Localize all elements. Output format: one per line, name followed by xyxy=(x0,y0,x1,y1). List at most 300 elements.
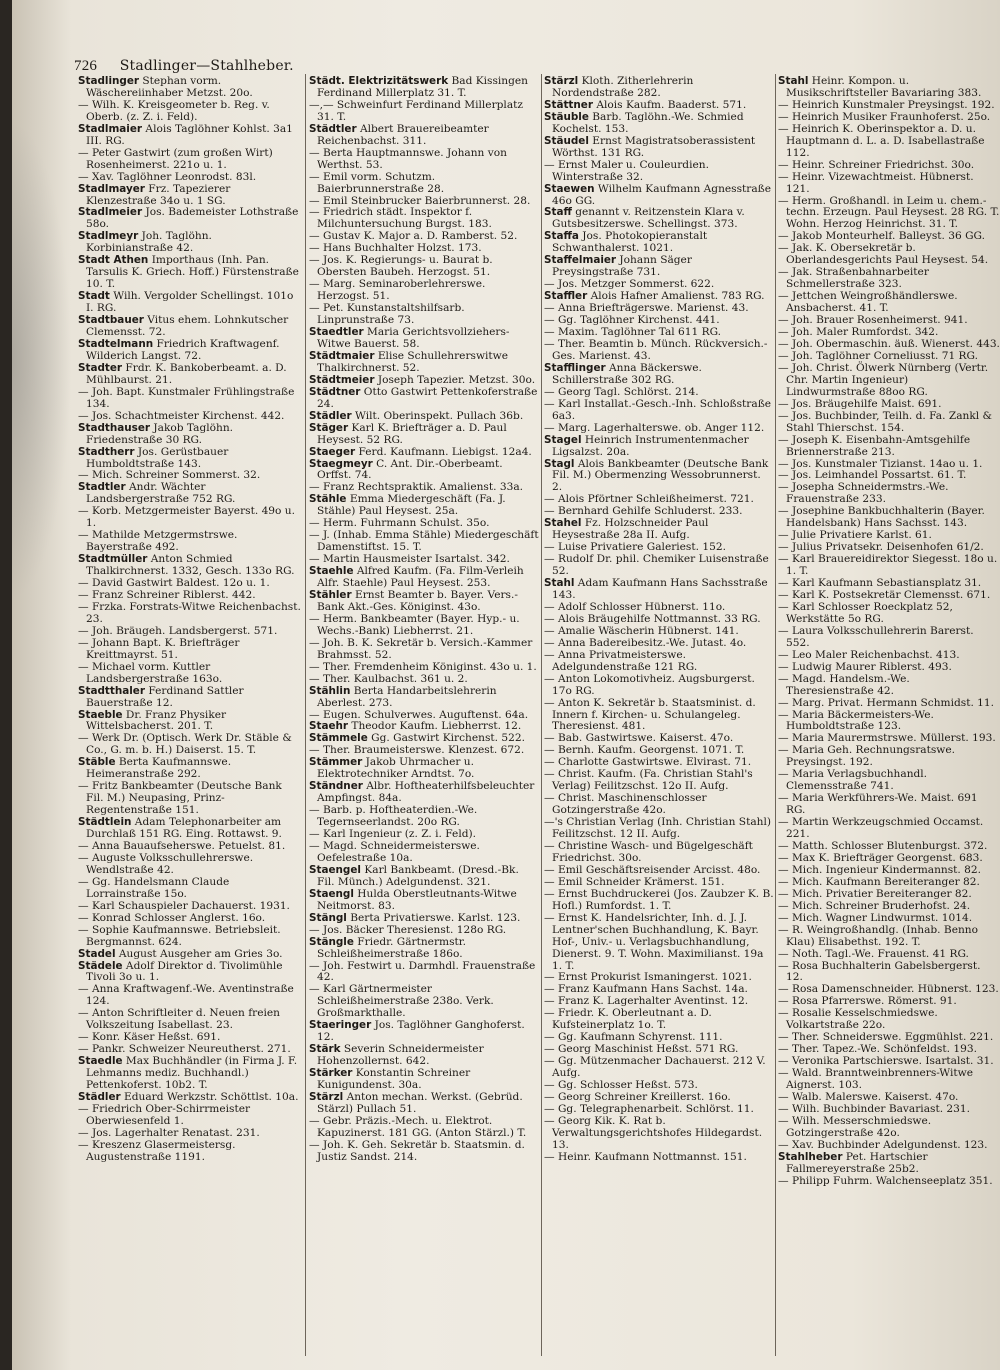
directory-entry xyxy=(309,459,539,483)
entry-surname: Städtlein xyxy=(78,816,132,829)
entry-text: — Ernst Maler u. Couleurdien. Winterstraße 32. xyxy=(544,158,709,183)
entry-surname: Ständner xyxy=(309,780,363,793)
entry-text: — Wilh. Buchbinder Bavariast. 231. xyxy=(778,1102,971,1115)
entry-text: Gg. Gastwirt Kirchenst. 522. xyxy=(367,732,525,745)
entry-text: Eduard Werkzstr. Schöttlst. 10a. xyxy=(120,1091,299,1104)
directory-entry xyxy=(78,1056,302,1092)
entry-text: — Karl K. Postsekretär Clemensst. 671. xyxy=(778,588,991,601)
entry-text: Vitus ehem. Lohnkutscher Clemensst. 72. xyxy=(86,314,289,339)
entry-surname: Staewen xyxy=(544,182,595,195)
directory-entry xyxy=(544,793,774,817)
entry-text: — Heinrich Musiker Fraunhoferst. 25o. xyxy=(778,110,991,123)
entry-surname: Stahl xyxy=(778,76,809,87)
directory-entry xyxy=(309,1092,539,1116)
entry-surname: Stadlmaier xyxy=(78,122,143,135)
entry-text: Ferd. Kaufmann. Liebigst. 12a4. xyxy=(355,445,532,458)
entry-text: — Eugen. Schulverwes. Auguftenst. 64a. xyxy=(309,708,529,721)
entry-text: — Laura Volksschullehrerin Barerst. 552. xyxy=(778,624,974,649)
entry-text: Adam Kaufmann Hans Sachsstraße 143. xyxy=(552,577,768,601)
entry-text: Barb. Taglöhn.-We. Schmied Kochelst. 153. xyxy=(552,110,744,135)
directory-entry xyxy=(78,961,302,985)
entry-surname: Stadlmayer xyxy=(78,182,145,195)
directory-entry xyxy=(544,1116,774,1152)
directory-entry xyxy=(544,518,774,542)
entry-text: — Christine Wasch- und Bügelgeschäft Friedrichst. 30o. xyxy=(544,840,753,864)
entry-surname: Stahel xyxy=(544,517,582,530)
entry-text: — J. (Inhab. Emma Stähle) Miedergeschäft Damenstiftst. 15. T. xyxy=(309,529,539,554)
directory-entry xyxy=(544,554,774,578)
directory-entry xyxy=(78,853,302,877)
directory-entry xyxy=(78,423,302,447)
entry-text: — Pet. Kunstanstaltshilfsarb. Linprunstraße 73. xyxy=(309,302,465,327)
entry-text: Emma Miedergeschäft (Fa. J. Stähle) Paul Heysest. 25a. xyxy=(317,493,506,518)
entry-text: — Franz Schreiner Riblerst. 442. xyxy=(78,588,256,601)
directory-entry xyxy=(78,184,302,208)
entry-text: — Pankr. Schweizer Neureutherst. 271. xyxy=(78,1043,291,1056)
entry-text: —'s Christian Verlag (Inh. Christian Stahl) Feilitzschst. 12 II. Aufg. xyxy=(544,816,771,841)
entry-text: — Joh. K. Geh. Sekretär b. Staatsmin. d. Justiz Sandst. 214. xyxy=(309,1138,525,1163)
entry-text: Andr. Wächter Landsbergerstraße 752 RG. xyxy=(86,481,236,506)
entry-text: — Josepha Schneidermstrs.-We. Frauenstraße 233. xyxy=(778,481,949,506)
entry-surname: Stahl xyxy=(544,577,575,590)
directory-entry xyxy=(544,698,774,734)
entry-text: — Anton K. Sekretär b. Staatsminist. d. Innern f. Kirchen- u. Schulangeleg. Theresienst. 481. xyxy=(544,696,756,733)
directory-entry xyxy=(78,554,302,578)
directory-entry xyxy=(778,626,1000,650)
entry-text: Alois Kaufm. Baaderst. 571. xyxy=(592,98,747,111)
directory-entry xyxy=(544,160,774,184)
entry-surname: Stäudel xyxy=(544,134,589,147)
directory-entry xyxy=(778,710,1000,734)
entry-text: — Kreszenz Glasermeistersg. Augustenstraße 1191. xyxy=(78,1138,236,1163)
entry-text: — Wald. Branntweinbrenners-Witwe Aignerst. 103. xyxy=(778,1067,973,1092)
entry-text: — Barb. p. Hoftheaterdien.-We. Tegernseerlandst. 20o RG. xyxy=(309,804,478,829)
directory-entry xyxy=(544,769,774,793)
directory-entry xyxy=(544,817,774,841)
entry-text: — Herm. Fuhrmann Schulst. 35o. xyxy=(309,517,490,530)
entry-text: Stephan vorm. Wäschereiinhaber Metzst. 20o. xyxy=(86,76,253,99)
directory-entry xyxy=(778,1116,1000,1140)
entry-text: — David Gastwirt Baldest. 12o u. 1. xyxy=(78,577,270,590)
entry-text: — Anton Schriftleiter d. Neuen freien Volkszeitung Isabellast. 23. xyxy=(78,1007,280,1032)
entry-text: — Karl Installat.-Gesch.-Inh. Schloßstraße 6a3. xyxy=(544,397,772,422)
directory-entry xyxy=(309,865,539,889)
directory-entry xyxy=(544,399,774,423)
entry-text: — Jos. Buchbinder, Teilh. d. Fa. Zankl & Stahl Thierschst. 154. xyxy=(778,409,992,434)
page-number: 726 xyxy=(74,58,98,74)
directory-entry xyxy=(778,769,1000,793)
directory-entry xyxy=(309,279,539,303)
column-divider xyxy=(775,74,776,1356)
entry-text: genannt v. Reitzenstein Klara v. Gutsbesitzerswe. Schellingst. 373. xyxy=(552,206,745,231)
entry-text: — Xav. Taglöhner Leonrodst. 83l. xyxy=(78,170,257,183)
entry-text: — Ther. Tapez.-We. Schönfeldst. 193. xyxy=(778,1043,977,1056)
entry-text: Bad Kissingen Ferdinand Millerplatz 31. T. xyxy=(317,76,529,99)
directory-entry xyxy=(544,76,774,100)
entry-text: — Charlotte Gastwirtswe. Elvirast. 71. xyxy=(544,756,752,769)
entry-text: Theodor Kaufm. Liebherrst. 12. xyxy=(348,720,522,733)
entry-text: — Franz Kaufmann Hans Sachst. 14a. xyxy=(544,983,748,996)
entry-text: Ernst Beamter b. Bayer. Vers.-Bank Akt.-Ges. Königinst. 43o. xyxy=(317,588,518,613)
directory-entry xyxy=(778,925,1000,949)
column-divider xyxy=(541,74,542,1356)
entry-text: — Joh. Maler Rumfordst. 342. xyxy=(778,326,939,339)
entry-text: — Josephine Bankbuchhalterin (Bayer. Handelsbank) Hans Sachsst. 143. xyxy=(778,505,985,530)
entry-text: — Johann Bapt. K. Briefträger Kreittmayrst. 51. xyxy=(78,636,240,661)
directory-entry xyxy=(778,76,1000,100)
directory-entry xyxy=(78,506,302,530)
entry-text: — Rudolf Dr. phil. Chemiker Luisenstraße 52. xyxy=(544,553,769,578)
directory-entry xyxy=(309,686,539,710)
entry-surname: Stadt xyxy=(78,290,110,303)
entry-text: — Georg Kik. K. Rat b. Verwaltungsgerichtshofes Hildegardst. 13. xyxy=(544,1114,763,1151)
directory-entry xyxy=(78,710,302,734)
directory-entry xyxy=(78,148,302,172)
directory-entry xyxy=(778,745,1000,769)
directory-entry xyxy=(309,530,539,554)
entry-text: — Matth. Schlosser Blutenburgst. 372. xyxy=(778,840,988,852)
entry-text: — Bab. Gastwirtswe. Kaiserst. 47o. xyxy=(544,732,734,745)
entry-text: Joh. Taglöhn. Korbinianstraße 42. xyxy=(86,230,212,255)
entry-text: — Emil Schneider Krämerst. 151. xyxy=(544,875,725,888)
directory-entry xyxy=(309,961,539,985)
entry-text: Anna Bäckerswe. Schillerstraße 302 RG. xyxy=(552,361,702,386)
directory-entry xyxy=(78,124,302,148)
entry-text: Joseph Tapezier. Metzst. 30o. xyxy=(374,373,536,386)
entry-surname: Stadter xyxy=(78,361,123,374)
directory-entry xyxy=(309,494,539,518)
directory-entry xyxy=(78,1008,302,1032)
entry-text: — Ludwig Maurer Riblerst. 493. xyxy=(778,660,952,673)
entry-text: — Karl Schlosser Roeckplatz 52, Werkstätte 5o RG. xyxy=(778,600,953,625)
entry-text: — Jak. Straßenbahnarbeiter Schmellerstraße 323. xyxy=(778,266,929,291)
entry-text: — Martin Hausmeister Isartalst. 342. xyxy=(309,553,510,566)
entry-text: — Berta Hauptmannswe. Johann von Werthst. 53. xyxy=(309,146,507,171)
directory-entry xyxy=(544,231,774,255)
entry-text: —,— Schweinfurt Ferdinand Millerplatz 31. T. xyxy=(309,98,523,123)
running-head: Stadlinger—Stahlheber. xyxy=(119,58,294,74)
directory-entry xyxy=(778,1176,1000,1188)
entry-text: — Sophie Kaufmannswe. Betriebsleit. Bergmannst. 624. xyxy=(78,923,281,948)
entry-text: Frz. Tapezierer Klenzestraße 34o u. 1 SG. xyxy=(86,182,231,207)
directory-entry xyxy=(78,781,302,817)
directory-entry xyxy=(309,76,539,100)
entry-text: — Mathilde Metzgermstrswe. Bayerstraße 492. xyxy=(78,529,238,554)
entry-text: Wilh. Vergolder Schellingst. 101o I. RG. xyxy=(86,290,294,315)
entry-text: Adolf Direktor d. Tivolimühle Tivoli 3o u. 1. xyxy=(86,959,283,984)
entry-text: — Gg. Handelsmann Claude Lorrainstraße 15o. xyxy=(78,875,230,900)
directory-entry xyxy=(778,506,1000,530)
directory-entry xyxy=(778,291,1000,315)
entry-text: — Anna Badereibesitz.-We. Jutast. 4o. xyxy=(544,636,747,649)
entry-text: Frdr. K. Bankoberbeamt. a. D. Mühlbaurst. 21. xyxy=(86,361,287,386)
entry-text: Adam Telephonarbeiter am Durchlaß 151 RG. Eing. Rottawst. 9. xyxy=(86,816,282,841)
entry-text: Konstantin Schreiner Kunigundenst. 30a. xyxy=(317,1067,471,1092)
entry-text: — Jos. K. Regierungs- u. Baurat b. Obersten Baubeh. Herzogst. 51. xyxy=(309,254,493,279)
entry-surname: Staff xyxy=(544,206,572,219)
entry-text: Friedrich Kraftwagenf. Wilderich Langst. 72. xyxy=(86,337,280,362)
entry-text: — Mich. Schreiner Sommerst. 32. xyxy=(78,469,261,482)
directory-entry xyxy=(309,1068,539,1092)
directory-entry xyxy=(544,889,774,913)
directory-entry xyxy=(544,184,774,208)
entry-text: — Christ. Kaufm. (Fa. Christian Stahl's Verlag) Feilitzschst. 12o II. Aufg. xyxy=(544,768,753,793)
entry-surname: Stadlinger xyxy=(78,76,140,87)
directory-entry xyxy=(309,255,539,279)
directory-entry xyxy=(309,937,539,961)
entry-text: — Joh. Brauer Rosenheimerst. 941. xyxy=(778,314,968,327)
entry-surname: Staegmeyr xyxy=(309,457,373,470)
entry-surname: Stämmer xyxy=(309,756,363,769)
directory-entry xyxy=(778,124,1000,160)
directory-entry xyxy=(78,207,302,231)
entry-text: — Mich. Schreiner Bruderhofst. 24. xyxy=(778,899,971,912)
entry-text: — Joh. Bräugeh. Landsbergerst. 571. xyxy=(78,624,278,637)
entry-text: — Heinr. Schreiner Friedrichst. 30o. xyxy=(778,158,975,171)
entry-text: Albert Brauereibeamter Reichenbachst. 311. xyxy=(317,122,489,147)
entry-text: — Franz K. Lagerhalter Aventinst. 12. xyxy=(544,995,749,1008)
directory-entry xyxy=(778,435,1000,459)
entry-text: August Ausgeher am Gries 3o. xyxy=(115,947,283,960)
directory-entry xyxy=(778,817,1000,841)
directory-entry xyxy=(778,554,1000,578)
entry-text: Ferdinand Sattler Bauerstraße 12. xyxy=(86,684,244,709)
entry-text: — Frzka. Forstrats-Witwe Reichenbachst. 23. xyxy=(78,600,301,625)
entry-surname: Stäble xyxy=(78,756,116,769)
entry-surname: Stäuble xyxy=(544,110,589,123)
entry-text: Alois Taglöhner Kohlst. 3a1 III. RG. xyxy=(86,122,293,147)
entry-text: — Georg Maschinist Heßst. 571 RG. xyxy=(544,1043,739,1056)
entry-text: — Auguste Volksschullehrerswe. Wendlstraße 42. xyxy=(78,851,254,876)
entry-surname: Städt. Elektrizitätswerk xyxy=(309,76,449,87)
directory-entry xyxy=(78,925,302,949)
directory-entry xyxy=(309,172,539,196)
entry-surname: Staehle xyxy=(309,565,354,578)
entry-text: — Heinr. Kaufmann Nottmannst. 151. xyxy=(544,1150,747,1163)
entry-text: — Maria Werkführers-We. Maist. 691 RG. xyxy=(778,792,978,817)
entry-text: — Hans Buchhalter Holzst. 173. xyxy=(309,242,482,255)
entry-text: — Ther. Fremdenheim Königinst. 43o u. 1. xyxy=(309,660,537,673)
directory-entry xyxy=(78,291,302,315)
directory-entry xyxy=(78,339,302,363)
directory-entry xyxy=(544,363,774,387)
entry-surname: Städtner xyxy=(309,385,361,398)
entry-text: — Maria Verlagsbuchhandl. Clemensstraße 741. xyxy=(778,768,928,793)
entry-surname: Stadtthaler xyxy=(78,684,145,697)
directory-entry xyxy=(544,112,774,136)
entry-text: Dr. Franz Physiker Wittelsbacherst. 201. T. xyxy=(86,708,227,733)
directory-entry xyxy=(78,255,302,291)
entry-surname: Staeble xyxy=(78,708,123,721)
entry-text: — Julius Privatsekr. Deisenhofen 61/2. xyxy=(778,541,984,554)
entry-text: Wilt. Oberinspekt. Pullach 36b. xyxy=(351,409,524,422)
entry-text: — Friedrich städt. Inspektor f. Milchuntersuchung Burgst. 183. xyxy=(309,206,492,231)
directory-entry xyxy=(544,1056,774,1080)
directory-entry xyxy=(78,1140,302,1164)
directory-entry xyxy=(544,459,774,495)
directory-entry xyxy=(544,339,774,363)
entry-surname: Staffelmaier xyxy=(544,254,617,267)
directory-entry xyxy=(78,662,302,686)
entry-text: — Mich. Wagner Lindwurmst. 1014. xyxy=(778,911,973,924)
entry-text: Alois Hafner Amalienst. 783 RG. xyxy=(587,290,765,303)
entry-text: Jakob Taglöhn. Friedenstraße 30 RG. xyxy=(86,421,234,446)
entry-text: Johann Säger Preysingstraße 731. xyxy=(552,254,692,279)
entry-text: — Luise Privatiere Galeriest. 152. xyxy=(544,541,726,554)
entry-surname: Stadthauser xyxy=(78,421,151,434)
entry-text: Jakob Uhrmacher u. Elektrotechniker Arndtst. 7o. xyxy=(317,756,475,781)
entry-text: — Magd. Schneidermeisterswe. Oefelestraße 10a. xyxy=(309,840,480,864)
entry-text: — Jettchen Weingroßhändlerswe. Ansbacherst. 41. T. xyxy=(778,290,958,315)
entry-text: — Heinrich Kunstmaler Preysingst. 192. xyxy=(778,98,995,111)
entry-text: — Anna Bauaufseherswe. Petuelst. 81. xyxy=(78,840,286,852)
entry-text: — Konr. Käser Heßst. 691. xyxy=(78,1031,221,1044)
directory-page xyxy=(12,0,1000,1370)
entry-text: — Joh. B. K. Sekretär b. Versich.-Kammer Brahmsst. 52. xyxy=(309,636,533,661)
entry-text: — Gg. Mützenmacher Dachauerst. 212 V. Aufg. xyxy=(544,1055,766,1080)
entry-text: — Jos. Lagerhalter Renatast. 231. xyxy=(78,1126,260,1139)
entry-text: — Joseph K. Eisenbahn-Amtsgehilfe Briennerstraße 213. xyxy=(778,433,971,458)
directory-entry xyxy=(778,363,1000,399)
entry-text: — Rosa Pfarrerswe. Römerst. 91. xyxy=(778,995,957,1008)
directory-entry xyxy=(778,172,1000,196)
entry-surname: Städtmaier xyxy=(309,349,375,362)
directory-entry xyxy=(544,674,774,698)
directory-entry xyxy=(309,590,539,614)
entry-surname: Stagl xyxy=(544,457,575,470)
directory-entry xyxy=(309,638,539,662)
entry-surname: Stärker xyxy=(309,1067,353,1080)
directory-entry xyxy=(309,303,539,327)
entry-text: — Mich. Ingenieur Kindermannst. 82. xyxy=(778,863,982,876)
entry-surname: Städele xyxy=(78,959,123,972)
directory-entry xyxy=(309,124,539,148)
entry-text: — Ther. Beamtin b. Münch. Rückversich.-Ges. Marienst. 43. xyxy=(544,337,768,362)
directory-entry xyxy=(309,614,539,638)
entry-surname: Stadlmeier xyxy=(78,206,143,219)
page-fold-shadow xyxy=(12,120,72,600)
entry-text: — Adolf Schlosser Hübnerst. 11o. xyxy=(544,600,726,613)
entry-text: — Marg. Lagerhalterswe. ob. Anger 112. xyxy=(544,421,765,434)
entry-text: — Gg. Schlosser Heßst. 573. xyxy=(544,1079,698,1092)
entry-text: — Leo Maler Reichenbachst. 413. xyxy=(778,648,960,661)
directory-entry xyxy=(544,207,774,231)
entry-text: — Georg Schreiner Kreillerst. 16o. xyxy=(544,1091,731,1104)
directory-entry xyxy=(309,100,539,124)
entry-text: — Maria Geh. Rechnungsratswe. Preysingst. 192. xyxy=(778,744,956,769)
entry-surname: Stählin xyxy=(309,684,351,697)
entry-text: Berta Kaufmannswe. Heimeranstraße 292. xyxy=(86,756,232,781)
directory-column-3 xyxy=(544,76,774,1360)
entry-text: — Franz Rechtspraktik. Amalienst. 33a. xyxy=(309,481,524,494)
directory-entry xyxy=(78,638,302,662)
entry-surname: Stämmele xyxy=(309,732,368,745)
entry-text: Fz. Holzschneider Paul Heysestraße 28a II. Aufg. xyxy=(552,517,709,542)
entry-text: — Mich. Privatier Bereiteranger 82. xyxy=(778,887,972,900)
entry-text: — Joh. Christ. Ölwerk Nürnberg (Vertr. Chr. Martin Ingenieur) Lindwurmstraße 88oo RG. xyxy=(778,361,989,398)
entry-text: — R. Weingroßhandlg. (Inhab. Benno Klau) Elisabethst. 192. T. xyxy=(778,923,978,948)
directory-entry xyxy=(78,315,302,339)
directory-entry xyxy=(78,686,302,710)
entry-text: Kloth. Zitherlehrerin Nordendstraße 282. xyxy=(552,76,694,99)
entry-surname: Staengl xyxy=(309,887,354,900)
entry-text: — Jos. Bäcker Theresienst. 128o RG. xyxy=(309,923,507,936)
directory-entry xyxy=(309,566,539,590)
directory-entry xyxy=(544,578,774,602)
entry-surname: Staedtler xyxy=(309,326,364,339)
directory-entry xyxy=(309,387,539,411)
entry-text: — Philipp Fuhrm. Walchenseeplatz 351. xyxy=(778,1174,993,1187)
entry-text: — Jakob Monteurhelf. Balleyst. 36 GG. xyxy=(778,230,986,243)
entry-text: — Heinrich K. Oberinspektor a. D. u. Hauptmann d. L. a. D. Isabellastraße 112. xyxy=(778,122,985,159)
entry-text: Max Buchhändler (in Firma J. F. Lehmanns mediz. Buchhandl.) Pettenkoferst. 10b2. T. xyxy=(86,1055,298,1092)
entry-text: — Bernhard Gehilfe Schluderst. 233. xyxy=(544,505,743,518)
directory-entry xyxy=(309,841,539,865)
directory-entry xyxy=(778,602,1000,626)
directory-entry xyxy=(78,363,302,387)
entry-text: Jos. Photokopieranstalt Schwanthalerst. 1021. xyxy=(552,230,708,255)
entry-text: — Maxim. Taglöhner Tal 611 RG. xyxy=(544,326,722,339)
entry-surname: Stadlmeyr xyxy=(78,230,139,243)
entry-text: Heinrich Instrumentenmacher Ligsalzst. 20a. xyxy=(552,433,749,458)
directory-entry xyxy=(309,757,539,781)
entry-text: — Friedr. K. Oberleutnant a. D. Kufsteinerplatz 1o. T. xyxy=(544,1007,712,1032)
directory-entry xyxy=(778,243,1000,267)
directory-entry xyxy=(778,196,1000,232)
entry-surname: Städtmeier xyxy=(309,373,375,386)
entry-text: Importhaus (Inh. Pan. Tarsulis K. Griech. Hoff.) Fürstenstraße 10. T. xyxy=(86,254,299,291)
directory-entry xyxy=(78,387,302,411)
directory-entry xyxy=(544,435,774,459)
entry-surname: Stagel xyxy=(544,433,582,446)
entry-surname: Staffa xyxy=(544,230,579,243)
entry-text: Elise Schullehrerswitwe Thalkirchnerst. 52. xyxy=(317,349,508,374)
entry-text: Anton mechan. Werkst. (Gebrüd. Stärzl) Pullach 51. xyxy=(317,1091,523,1115)
entry-text: — Veronika Partschierswe. Isartalst. 31. xyxy=(778,1055,994,1068)
entry-surname: Stadtherr xyxy=(78,445,135,458)
entry-surname: Staedle xyxy=(78,1055,123,1068)
column-divider xyxy=(305,74,306,1356)
entry-text: — Bernh. Kaufm. Georgenst. 1071. T. xyxy=(544,744,745,757)
entry-surname: Stahlheber xyxy=(778,1150,843,1163)
directory-entry xyxy=(78,530,302,554)
entry-surname: Stafflinger xyxy=(544,361,606,374)
entry-text: — Gg. Taglöhner Kirchenst. 441. xyxy=(544,314,720,327)
entry-text: — Ther. Kaulbachst. 361 u. 2. xyxy=(309,672,468,685)
directory-entry xyxy=(309,805,539,829)
entry-text: — Rosa Damenschneider. Hübnerst. 123. xyxy=(778,983,999,996)
directory-entry xyxy=(78,482,302,506)
entry-text: — Peter Gastwirt (zum großen Wirt) Rosenheimerst. 221o u. 1. xyxy=(78,146,273,171)
entry-text: Berta Handarbeitslehrerin Aberlest. 273. xyxy=(317,684,497,709)
entry-text: — Wilh. Messerschmiedswe. Gotzingerstraße 42o. xyxy=(778,1114,932,1139)
entry-text: Alfred Kaufm. (Fa. Film-Verleih Alfr. Staehle) Paul Heysest. 253. xyxy=(317,565,524,590)
entry-surname: Städler xyxy=(309,409,352,422)
directory-entry xyxy=(78,602,302,626)
entry-text: — Karl Kaufmann Sebastiansplatz 31. xyxy=(778,577,982,590)
entry-text: — Ther. Braumeisterswe. Klenzest. 672. xyxy=(309,744,525,757)
entry-text: — Maria Maurermstrswe. Müllerst. 193. xyxy=(778,732,996,745)
entry-text: — Alois Bräugehilfe Nottmannst. 33 RG. xyxy=(544,612,761,625)
entry-text: Jos. Gerüstbauer Humboldtstraße 143. xyxy=(86,445,229,470)
entry-text: — Fritz Bankbeamter (Deutsche Bank Fil. M.) Neupasing, Prinz-Regentenstraße 151. xyxy=(78,780,282,817)
entry-surname: Stähler xyxy=(309,588,352,601)
entry-surname: Stängle xyxy=(309,935,354,948)
directory-column-4 xyxy=(778,76,1000,1360)
entry-surname: Städtler xyxy=(309,122,357,135)
entry-text: Jos. Bademeister Lothstraße 58o. xyxy=(86,206,299,231)
directory-entry xyxy=(778,961,1000,985)
